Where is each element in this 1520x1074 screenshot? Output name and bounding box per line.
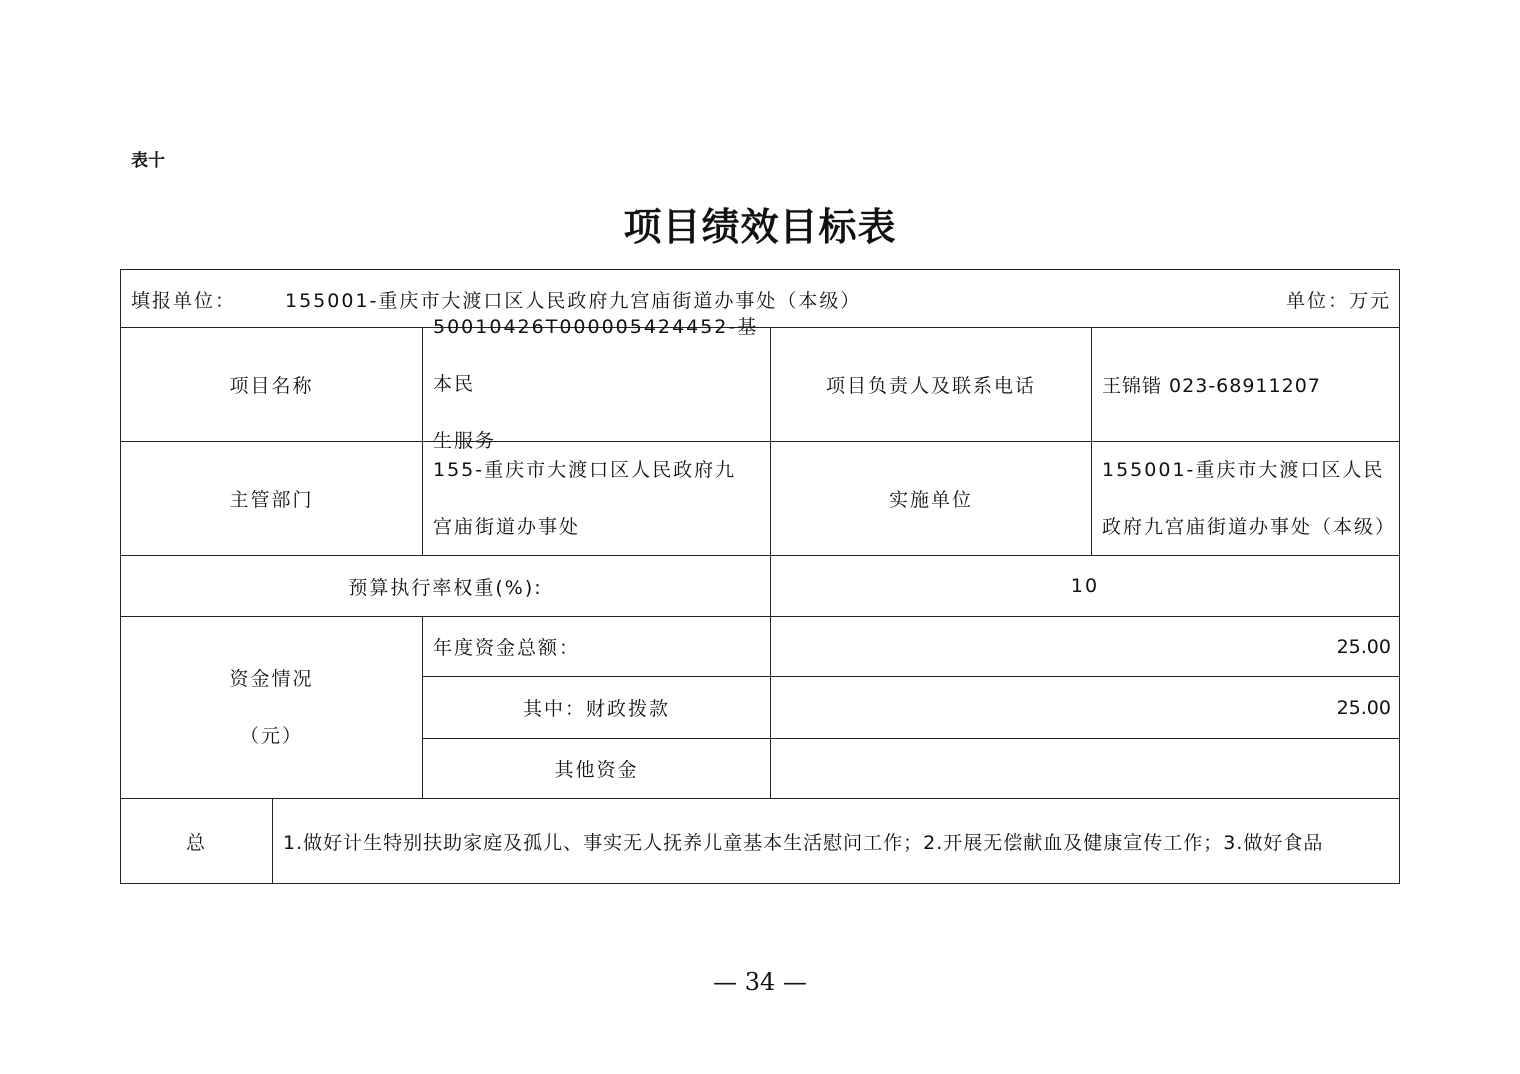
table-number-label: 表十 — [131, 151, 165, 171]
fiscal-value-text: 25.00 — [1336, 696, 1391, 719]
annual-total-value — [771, 617, 1399, 677]
project-name-value — [423, 316, 771, 452]
contact-label-text: 项目负责人及联系电话 — [825, 375, 1036, 397]
project-name-line2: 生服务 — [433, 430, 497, 452]
fiscal-label-text: 其中：财政拨款 — [522, 698, 670, 720]
goal-text-content: 1.做好计生特别扶助家庭及孤儿、事实无人抚养儿童基本生活慰问工作；2.开展无偿献血及健康宣传工作；3.做好食品 — [283, 831, 1324, 854]
performance-target-table — [120, 269, 1400, 884]
goal-label — [121, 799, 273, 883]
dept-line2: 宫庙街道办事处 — [433, 515, 581, 538]
fiscal-value — [771, 677, 1399, 739]
currency-unit: 单位：万元 — [1285, 290, 1391, 312]
goal-label-text: 总 — [185, 831, 207, 854]
dept-value — [423, 442, 771, 556]
contact-value-text: 王锦锴 023-68911207 — [1102, 375, 1321, 397]
page-number: — 34 — — [713, 968, 807, 996]
budget-weight-label — [121, 556, 771, 617]
dept-label-text: 主管部门 — [229, 489, 314, 511]
impl-label-text: 实施单位 — [888, 489, 973, 511]
contact-value — [1092, 328, 1399, 442]
goal-text — [273, 799, 1399, 883]
fiscal-label — [423, 677, 771, 739]
budget-weight-value-text: 10 — [1070, 575, 1100, 597]
contact-label — [771, 328, 1092, 442]
dept-line1: 155-重庆市大渡口区人民政府九 — [433, 458, 737, 481]
budget-weight-label-text: 预算执行率权重(%): — [348, 576, 543, 599]
project-name-line1: 50010426T000005424452-基本民 — [433, 316, 759, 395]
annual-total-label-text: 年度资金总额： — [433, 637, 581, 659]
other-funds-value — [771, 739, 1399, 799]
funds-label-line2: （元） — [239, 724, 303, 747]
other-funds-label-text: 其他资金 — [554, 759, 639, 781]
impl-label — [771, 442, 1092, 556]
annual-total-value-text: 25.00 — [1336, 635, 1391, 658]
funds-label — [121, 617, 423, 799]
page-title: 项目绩效目标表 — [623, 204, 897, 249]
impl-line2: 政府九宫庙街道办事处（本级） — [1102, 515, 1397, 538]
reporting-unit-label: 填报单位： — [131, 290, 237, 312]
project-name-label — [121, 328, 423, 442]
project-name-label-text: 项目名称 — [229, 375, 314, 397]
funds-label-line1: 资金情况 — [229, 667, 314, 690]
dept-label — [121, 442, 423, 556]
other-funds-label — [423, 739, 771, 799]
reporting-unit-value: 155001-重庆市大渡口区人民政府九宫庙街道办事处（本级） — [285, 290, 862, 312]
impl-line1: 155001-重庆市大渡口区人民 — [1102, 458, 1385, 481]
impl-value — [1092, 442, 1399, 556]
annual-total-label — [423, 617, 771, 677]
budget-weight-value — [771, 556, 1399, 617]
